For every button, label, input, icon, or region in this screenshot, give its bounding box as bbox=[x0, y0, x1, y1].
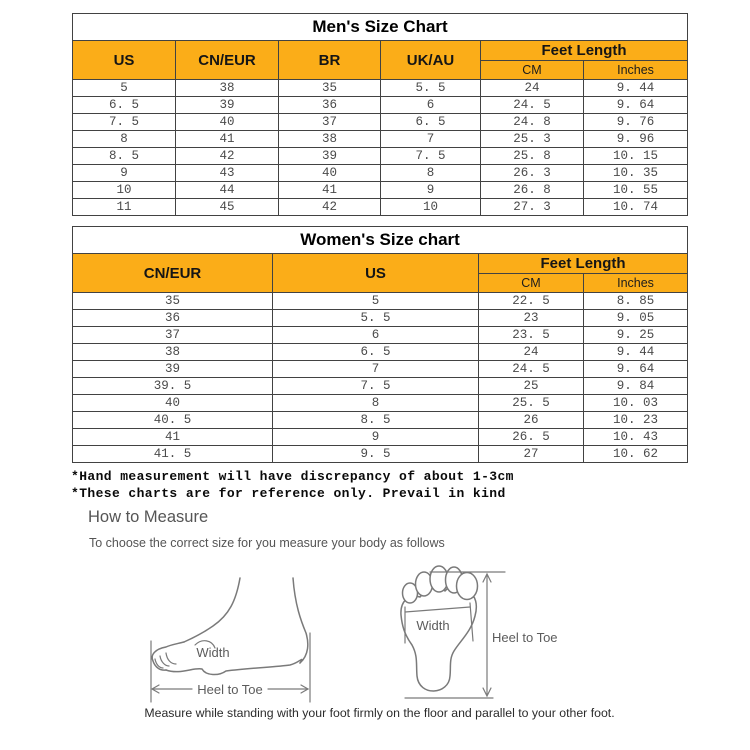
size-cell: 39 bbox=[176, 97, 279, 114]
size-cell: 6 bbox=[273, 327, 479, 344]
size-cell: 9. 25 bbox=[584, 327, 688, 344]
size-cell: 40. 5 bbox=[73, 412, 273, 429]
size-cell: 7. 5 bbox=[273, 378, 479, 395]
size-cell: 8. 85 bbox=[584, 293, 688, 310]
womens-size-table bbox=[72, 226, 688, 463]
size-cell: 6. 5 bbox=[73, 97, 176, 114]
size-cell: 38 bbox=[176, 80, 279, 97]
size-cell: 8. 5 bbox=[273, 412, 479, 429]
size-row bbox=[73, 182, 688, 199]
measure-caption: Measure while standing with your foot firmly on the floor and parallel to your other foot. bbox=[144, 706, 615, 720]
size-cell: 26. 3 bbox=[481, 165, 584, 182]
side-heel-to-toe-label: Heel to Toe bbox=[197, 682, 263, 697]
size-row bbox=[73, 165, 688, 182]
size-cell: 24 bbox=[481, 80, 584, 97]
mens-col-cneur: CN/EUR bbox=[176, 41, 279, 80]
size-cell: 25 bbox=[479, 378, 584, 395]
size-cell: 5. 5 bbox=[381, 80, 481, 97]
sole-width-label: Width bbox=[416, 618, 450, 633]
mens-table-title: Men's Size Chart bbox=[73, 14, 688, 41]
size-cell: 35 bbox=[73, 293, 273, 310]
size-cell: 9 bbox=[73, 165, 176, 182]
size-cell: 8 bbox=[381, 165, 481, 182]
side-width-label: Width bbox=[196, 645, 230, 660]
size-cell: 41 bbox=[279, 182, 381, 199]
size-cell: 9. 64 bbox=[584, 361, 688, 378]
womens-col-cneur: CN/EUR bbox=[73, 254, 273, 293]
size-cell: 26. 5 bbox=[479, 429, 584, 446]
size-cell: 40 bbox=[176, 114, 279, 131]
size-cell: 7. 5 bbox=[73, 114, 176, 131]
size-cell: 40 bbox=[73, 395, 273, 412]
mens-col-cm: CM bbox=[481, 61, 584, 80]
size-row bbox=[73, 446, 688, 463]
size-cell: 9. 76 bbox=[584, 114, 688, 131]
size-cell: 41. 5 bbox=[73, 446, 273, 463]
size-cell: 44 bbox=[176, 182, 279, 199]
size-cell: 10. 03 bbox=[584, 395, 688, 412]
womens-col-cm: CM bbox=[479, 274, 584, 293]
size-row bbox=[73, 378, 688, 395]
size-cell: 6. 5 bbox=[381, 114, 481, 131]
size-cell: 8. 5 bbox=[73, 148, 176, 165]
size-cell: 35 bbox=[279, 80, 381, 97]
size-cell: 5. 5 bbox=[273, 310, 479, 327]
size-cell: 22. 5 bbox=[479, 293, 584, 310]
size-cell: 6. 5 bbox=[273, 344, 479, 361]
womens-table-body bbox=[73, 293, 688, 463]
side-heel-to-toe-dimension bbox=[151, 633, 310, 702]
size-cell: 9 bbox=[381, 182, 481, 199]
size-cell: 37 bbox=[73, 327, 273, 344]
size-cell: 5 bbox=[73, 80, 176, 97]
foot-sole-view-diagram bbox=[385, 555, 600, 705]
size-cell: 9. 64 bbox=[584, 97, 688, 114]
size-row bbox=[73, 114, 688, 131]
size-cell: 9. 84 bbox=[584, 378, 688, 395]
size-cell: 38 bbox=[73, 344, 273, 361]
size-row bbox=[73, 80, 688, 97]
mens-col-ukau: UK/AU bbox=[381, 41, 481, 80]
mens-size-table bbox=[72, 13, 688, 216]
note-discrepancy: *Hand measurement will have discrepancy of about 1-3cm bbox=[71, 469, 514, 484]
size-cell: 10. 35 bbox=[584, 165, 688, 182]
size-cell: 36 bbox=[279, 97, 381, 114]
mens-col-inches: Inches bbox=[584, 61, 688, 80]
size-cell: 10. 74 bbox=[584, 199, 688, 216]
size-cell: 7 bbox=[273, 361, 479, 378]
size-row bbox=[73, 361, 688, 378]
size-row bbox=[73, 131, 688, 148]
size-cell: 24. 8 bbox=[481, 114, 584, 131]
sole-width-dimension bbox=[405, 603, 473, 643]
size-cell: 8 bbox=[73, 131, 176, 148]
size-cell: 6 bbox=[381, 97, 481, 114]
how-to-measure-subtitle: To choose the correct size for you measure your body as follows bbox=[89, 536, 445, 550]
size-cell: 23 bbox=[479, 310, 584, 327]
size-row bbox=[73, 412, 688, 429]
size-cell: 42 bbox=[176, 148, 279, 165]
size-cell: 25. 5 bbox=[479, 395, 584, 412]
size-cell: 25. 3 bbox=[481, 131, 584, 148]
measurement-notes bbox=[71, 468, 514, 502]
size-cell: 9 bbox=[273, 429, 479, 446]
size-row bbox=[73, 97, 688, 114]
size-cell: 26. 8 bbox=[481, 182, 584, 199]
size-cell: 11 bbox=[73, 199, 176, 216]
size-cell: 27. 3 bbox=[481, 199, 584, 216]
size-cell: 41 bbox=[176, 131, 279, 148]
size-row bbox=[73, 148, 688, 165]
size-cell: 43 bbox=[176, 165, 279, 182]
size-cell: 24. 5 bbox=[479, 361, 584, 378]
mens-col-us: US bbox=[73, 41, 176, 80]
size-cell: 38 bbox=[279, 131, 381, 148]
foot-side-view-diagram bbox=[140, 563, 325, 705]
size-cell: 36 bbox=[73, 310, 273, 327]
size-cell: 10. 23 bbox=[584, 412, 688, 429]
size-cell: 37 bbox=[279, 114, 381, 131]
size-row bbox=[73, 199, 688, 216]
size-cell: 10. 62 bbox=[584, 446, 688, 463]
size-cell: 10. 43 bbox=[584, 429, 688, 446]
size-row bbox=[73, 395, 688, 412]
womens-col-inches: Inches bbox=[584, 274, 688, 293]
how-to-measure-title: How to Measure bbox=[88, 508, 209, 526]
size-cell: 9. 5 bbox=[273, 446, 479, 463]
size-row bbox=[73, 429, 688, 446]
size-cell: 7. 5 bbox=[381, 148, 481, 165]
size-cell: 24. 5 bbox=[481, 97, 584, 114]
size-cell: 42 bbox=[279, 199, 381, 216]
size-row bbox=[73, 327, 688, 344]
size-cell: 10. 15 bbox=[584, 148, 688, 165]
size-cell: 9. 05 bbox=[584, 310, 688, 327]
size-cell: 10 bbox=[381, 199, 481, 216]
womens-table-title: Women's Size chart bbox=[73, 227, 688, 254]
size-cell: 39 bbox=[279, 148, 381, 165]
size-cell: 9. 44 bbox=[584, 344, 688, 361]
size-cell: 26 bbox=[479, 412, 584, 429]
womens-col-us: US bbox=[273, 254, 479, 293]
size-cell: 45 bbox=[176, 199, 279, 216]
size-cell: 27 bbox=[479, 446, 584, 463]
size-cell: 39. 5 bbox=[73, 378, 273, 395]
size-row bbox=[73, 344, 688, 361]
note-reference: *These charts are for reference only. Prevail in kind bbox=[71, 486, 506, 501]
size-cell: 40 bbox=[279, 165, 381, 182]
size-row bbox=[73, 310, 688, 327]
size-cell: 25. 8 bbox=[481, 148, 584, 165]
size-row bbox=[73, 293, 688, 310]
mens-table-body bbox=[73, 80, 688, 216]
mens-col-feet-length: Feet Length bbox=[481, 41, 688, 61]
mens-col-br: BR bbox=[279, 41, 381, 80]
size-cell: 23. 5 bbox=[479, 327, 584, 344]
size-cell: 41 bbox=[73, 429, 273, 446]
womens-col-feet-length: Feet Length bbox=[479, 254, 688, 274]
size-cell: 10. 55 bbox=[584, 182, 688, 199]
size-cell: 24 bbox=[479, 344, 584, 361]
size-cell: 7 bbox=[381, 131, 481, 148]
sole-heel-to-toe-label: Heel to Toe bbox=[492, 630, 558, 645]
size-cell: 5 bbox=[273, 293, 479, 310]
size-cell: 39 bbox=[73, 361, 273, 378]
size-cell: 9. 44 bbox=[584, 80, 688, 97]
size-cell: 8 bbox=[273, 395, 479, 412]
size-cell: 10 bbox=[73, 182, 176, 199]
size-cell: 9. 96 bbox=[584, 131, 688, 148]
